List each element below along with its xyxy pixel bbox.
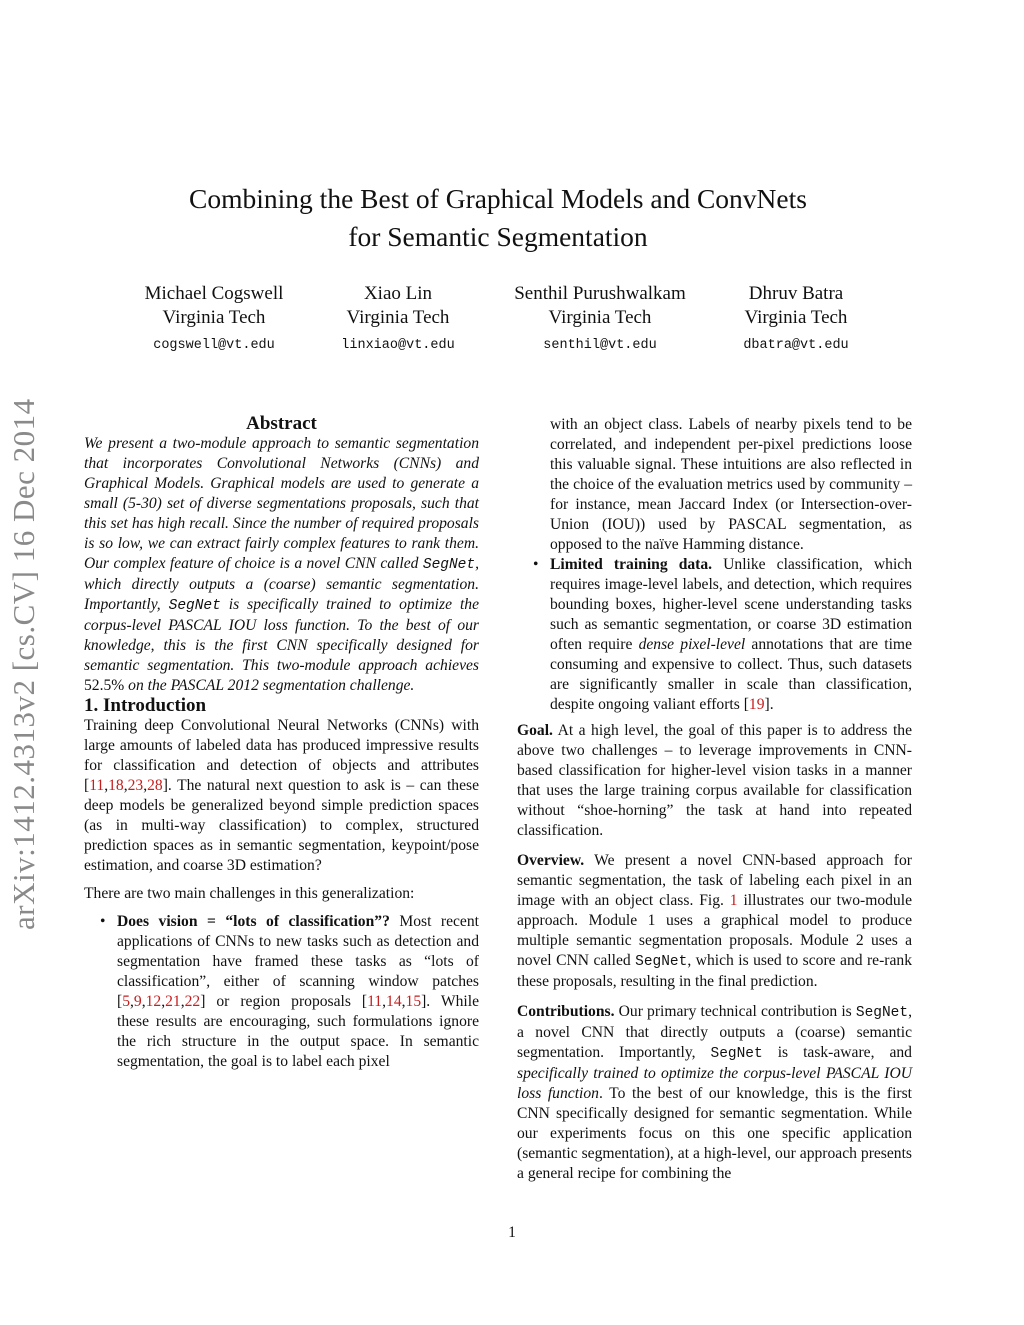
segnet-code: SegNet: [710, 1046, 763, 1062]
bullet-heading: Limited training data.: [550, 556, 713, 573]
score-value: 52.5%: [84, 677, 125, 694]
overview-paragraph: Overview. We present a novel CNN-based approach for semantic segmentation, the task of labeling each pixel in an image with an object class. Fig. 1 illustrates our two-module approach. Module 1 uses a graphical model to produce multiple semantic segmentation proposals. Module 2 uses a novel CNN called SegNet, which is used to score and re-rank these proposals, resulting in the final prediction.: [517, 852, 912, 990]
author-block: [298, 282, 498, 356]
author-affiliation: Virginia Tech: [744, 307, 848, 328]
citation-link[interactable]: 15: [405, 993, 422, 1010]
citation-link[interactable]: 14: [386, 993, 402, 1010]
citation-link[interactable]: 23: [127, 777, 144, 794]
author-block: [114, 282, 314, 356]
goal-paragraph: Goal. At a high level, the goal of this paper is to address the above two challenges – to leverage improvements in CNN-based classification for higher-level vision tasks in a manner that uses the large training corpus available for classification without “shoe-horning” the task at hand into repeated classification.: [517, 722, 912, 839]
page-number: 1: [508, 1224, 516, 1241]
bullet-heading: Does vision = “lots of classification”?: [117, 913, 390, 930]
challenge-list-continued: [517, 415, 912, 715]
challenge-list: [84, 912, 479, 1072]
citation-link[interactable]: 11: [367, 993, 383, 1010]
paper-title: [100, 180, 896, 256]
author-name: Dhruv Batra: [748, 283, 844, 304]
citation-link[interactable]: 22: [184, 993, 201, 1010]
citation-link[interactable]: 9: [133, 993, 142, 1010]
citation-link[interactable]: 21: [165, 993, 181, 1010]
figure-link[interactable]: 1: [729, 892, 738, 909]
title-line-2: for Semantic Segmentation: [348, 221, 648, 252]
segnet-code: SegNet: [168, 598, 221, 614]
author-email: cogswell@vt.edu: [153, 338, 275, 353]
author-name: Xiao Lin: [363, 283, 433, 304]
citation-link[interactable]: 19: [748, 696, 765, 713]
citation-link[interactable]: 12: [145, 993, 162, 1010]
citation-link[interactable]: 18: [108, 777, 124, 794]
arxiv-identifier: arXiv:1412.4313v2 [cs.CV] 16 Dec 2014: [6, 398, 41, 930]
intro-paragraph: Training deep Convolutional Neural Networks (CNNs) with large amounts of labeled data has produced impressive results for classification and detection of objects and attributes [11,18,23,28]. The natural next question to ask is – can these deep models be generalized beyond simple prediction spaces (as in multi-way classification) to complex, structured prediction spaces as in semantic segmentation, keypoint/pose estimation, and coarse 3D estimation?: [84, 717, 479, 874]
author-email: senthil@vt.edu: [543, 338, 657, 353]
author-affiliation: Virginia Tech: [346, 307, 450, 328]
list-item: • Does vision = “lots of classification”? Most recent applications of CNNs to new tasks such as detection and segmentation have framed these tasks as “lots of classification”, either of scanning window patches [5,9,12,21,22] or region proposals [11,14,15]. While these results are encouraging, such formulations ignore the rich structure in the output space. In semantic segmentation, the goal is to label each pixel: [100, 912, 479, 1072]
author-block: [696, 282, 896, 356]
author-name: Michael Cogswell: [144, 283, 284, 304]
author-email: dbatra@vt.edu: [743, 338, 849, 353]
right-column: [517, 415, 912, 1192]
list-item-continued: with an object class. Labels of nearby pixels tend to be correlated, and independent per-pixel predictions loose this valuable signal. These intuitions are also reflected in the choice of the evaluation metrics used by community – for instance, mean Jaccard Index (or Intersection-over-Union (IOU)) used by PASCAL segmentation, as opposed to the naïve Hamming distance.: [550, 416, 912, 553]
author-email: linxiao@vt.edu: [341, 338, 455, 353]
author-affiliation: Virginia Tech: [162, 307, 266, 328]
list-item: • Limited training data. Unlike classification, which requires image-level labels, and detection, which requires bounding boxes, higher-level scene understanding tasks such as semantic segmentation, or coarse 3D estimation often require dense pixel-level annotations that are time consuming and expensive to collect. Thus, such datasets are significantly smaller in scale than classification, despite ongoing valiant efforts [19].: [533, 555, 912, 715]
left-column: [84, 414, 479, 1072]
contributions-paragraph: Contributions. Our primary technical contribution is SegNet, a novel CNN that directly outputs a (coarse) semantic segmentation. Importantly, SegNet is task-aware, and specifically trained to optimize the corpus-level PASCAL IOU loss function. To the best of our knowledge, this is the first CNN specifically designed for semantic segmentation. While our experiments focus on this one specific application (semantic segmentation), at a high-level, our approach presents a general recipe for combining the: [517, 1003, 913, 1182]
citation-link[interactable]: 11: [89, 777, 105, 794]
title-line-1: Combining the Best of Graphical Models and ConvNets: [189, 183, 807, 214]
citation-link[interactable]: 5: [122, 993, 130, 1010]
segnet-code: SegNet: [422, 557, 476, 573]
segnet-code: SegNet: [855, 1005, 909, 1021]
author-name: Senthil Purushwalkam: [514, 283, 686, 304]
abstract-heading: Abstract: [246, 413, 317, 434]
section-heading: 1. Introduction: [84, 695, 207, 716]
segnet-code: SegNet: [635, 954, 688, 970]
abstract-text: We present a two-module approach to semantic segmentation that incorporates Convolutional Networks (CNNs) and Graphical Models. Graphical models are used to generate a small (5-30) set of diverse segmentations proposals, such that this set has high recall. Since the number of required proposals is so low, we can extract fairly complex features to rank them. Our complex feature of choice is a novel CNN called SegNet, which directly outputs a (coarse) semantic segmentation. Importantly, SegNet is specifically trained to optimize the corpus-level PASCAL IOU loss function. To the best of our knowledge, this is the first CNN specifically designed for semantic segmentation. This two-module approach achieves 52.5% on the PASCAL 2012 segmentation challenge.: [84, 435, 479, 694]
author-block: [500, 282, 700, 356]
citation-link[interactable]: 28: [147, 777, 163, 794]
intro-paragraph: There are two main challenges in this generalization:: [84, 885, 415, 902]
author-affiliation: Virginia Tech: [548, 307, 652, 328]
